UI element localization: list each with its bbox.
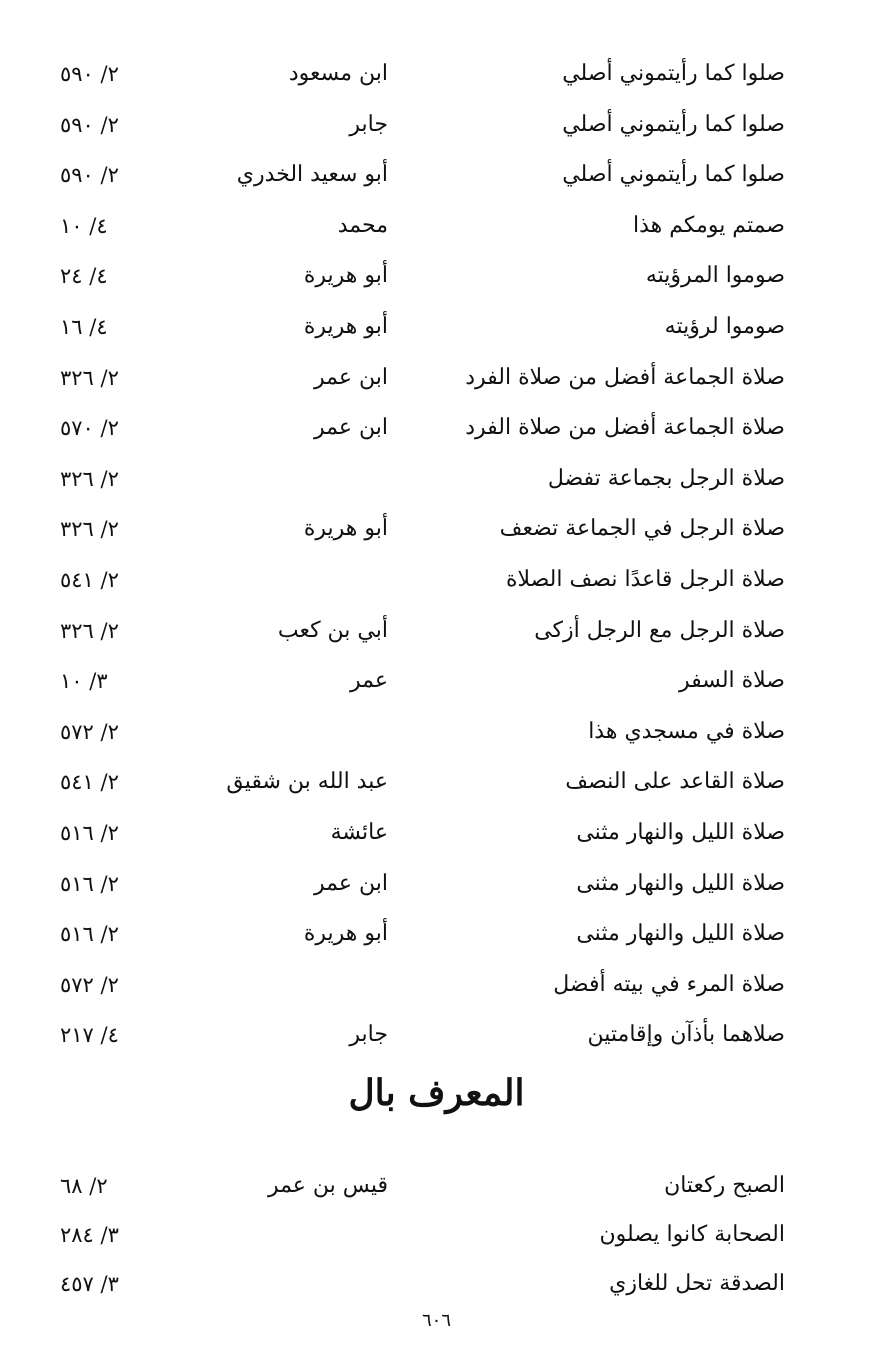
volume-page-reference: ٢/ ٥٩٠ (60, 112, 119, 137)
volume-page-reference: ٢/ ٣٢٦ (60, 517, 119, 542)
hadith-text: صلاة الليل والنهار مثنى (576, 870, 785, 896)
volume-page-reference: ٣/ ٤٥٧ (60, 1272, 119, 1296)
narrator-name: أبي بن كعب (277, 617, 388, 643)
volume-page-reference: ٢/ ٣٢٦ (60, 365, 119, 390)
volume-page-reference: ٤/ ١٠ (60, 213, 108, 238)
volume-page-reference: ٢/ ٥٤١ (60, 770, 119, 795)
hadith-text: صلاة الرجل مع الرجل أزكى (534, 617, 785, 643)
hadith-text: الصحابة كانوا يصلون (599, 1222, 785, 1247)
volume-page-reference: ٢/ ٥٧٠ (60, 416, 119, 441)
hadith-text: صلوا كما رأيتموني أصلي (562, 61, 785, 86)
narrator-name: ابن عمر (314, 364, 388, 390)
hadith-text: الصبح ركعتان (664, 1173, 785, 1198)
hadith-text: صلوا كما رأيتموني أصلي (562, 162, 785, 188)
hadith-text: صلاة الرجل في الجماعة تضعف (499, 516, 785, 542)
narrator-name: ابن عمر (314, 870, 388, 896)
narrator-name: أبو هريرة (303, 921, 388, 947)
narrator-name: محمد (337, 212, 388, 238)
index-entry-row (0, 916, 873, 952)
hadith-text: الصدقة تحل للغازي (609, 1271, 785, 1296)
hadith-text: صلاة الرجل بجماعة تفضل (547, 465, 785, 491)
narrator-name: أبو هريرة (303, 516, 388, 542)
index-entry-row (0, 1017, 873, 1053)
index-entry-row (0, 360, 873, 396)
narrator-name: عمر (350, 668, 388, 694)
hadith-text: صلاة القاعد على النصف (565, 769, 785, 795)
index-entry-row (0, 562, 873, 598)
index-entry-row (0, 663, 873, 699)
hadith-text: صلاة المرء في بيته أفضل (553, 971, 785, 997)
narrator-name: أبو هريرة (303, 314, 388, 339)
index-entry-row (0, 815, 873, 851)
hadith-text: صوموا لرؤيته (664, 314, 785, 339)
index-entry-row (0, 157, 873, 193)
hadith-text: صوموا المرؤيته (645, 263, 785, 289)
page-number: ٦٠٦ (421, 1310, 451, 1331)
hadith-text: صلاهما بأذآن وإقامتين (587, 1022, 785, 1048)
index-entry-row (0, 56, 873, 92)
index-entry-row (0, 967, 873, 1003)
volume-page-reference: ٣/ ٢٨٤ (60, 1223, 119, 1247)
narrator-name: أبو هريرة (303, 263, 388, 289)
index-entry-row (0, 1266, 873, 1302)
index-entry-row (0, 258, 873, 294)
volume-page-reference: ٤/ ١٦ (60, 315, 108, 339)
narrator-name: جابر (349, 111, 388, 137)
section-heading: المعرف بال (348, 1072, 525, 1114)
hadith-text: صلاة السفر (678, 668, 785, 694)
volume-page-reference: ٤/ ٢١٧ (60, 1023, 119, 1048)
volume-page-reference: ٢/ ٣٢٦ (60, 618, 119, 643)
index-entry-row (0, 461, 873, 497)
narrator-name: ابن مسعود (288, 61, 388, 86)
index-entry-row (0, 208, 873, 244)
index-entry-row (0, 714, 873, 750)
volume-page-reference: ٢/ ٣٢٦ (60, 466, 119, 491)
volume-page-reference: ٢/ ٥٩٠ (60, 163, 119, 188)
volume-page-reference: ٢/ ٥٧٢ (60, 972, 119, 997)
volume-page-reference: ٢/ ٥٩٠ (60, 62, 119, 86)
hadith-text: صلاة الليل والنهار مثنى (576, 820, 785, 845)
narrator-name: عائشة (330, 820, 388, 845)
volume-page-reference: ٢/ ٥١٦ (60, 871, 119, 896)
index-entry-row (0, 309, 873, 345)
index-entry-row (0, 764, 873, 800)
index-entry-row (0, 410, 873, 446)
narrator-name: ابن عمر (314, 415, 388, 441)
index-entry-row (0, 511, 873, 547)
hadith-text: صلاة في مسجدي هذا (588, 718, 785, 744)
index-entry-row (0, 613, 873, 649)
index-entry-row (0, 1168, 873, 1204)
hadith-text: صلاة الليل والنهار مثنى (576, 921, 785, 947)
narrator-name: جابر (349, 1022, 388, 1048)
index-entry-row (0, 1217, 873, 1253)
hadith-text: صلوا كما رأيتموني أصلي (562, 111, 785, 137)
narrator-name: قيس بن عمر (267, 1173, 388, 1198)
volume-page-reference: ٢/ ٥٤١ (60, 568, 119, 592)
volume-page-reference: ٣/ ١٠ (60, 669, 108, 694)
hadith-text: صلاة الجماعة أفضل من صلاة الفرد (465, 364, 785, 390)
volume-page-reference: ٢/ ٥١٦ (60, 821, 119, 845)
index-entry-row (0, 866, 873, 902)
volume-page-reference: ٢/ ٥٧٢ (60, 719, 119, 744)
hadith-text: صمتم يومكم هذا (633, 212, 785, 238)
volume-page-reference: ٢/ ٦٨ (60, 1174, 108, 1198)
narrator-name: أبو سعيد الخدري (236, 162, 388, 188)
hadith-text: صلاة الرجل قاعدًا نصف الصلاة (505, 567, 785, 592)
hadith-text: صلاة الجماعة أفضل من صلاة الفرد (465, 415, 785, 441)
narrator-name: عبد الله بن شقيق (226, 769, 388, 795)
index-entry-row (0, 107, 873, 143)
volume-page-reference: ٢/ ٥١٦ (60, 922, 119, 947)
volume-page-reference: ٤/ ٢٤ (60, 264, 108, 289)
